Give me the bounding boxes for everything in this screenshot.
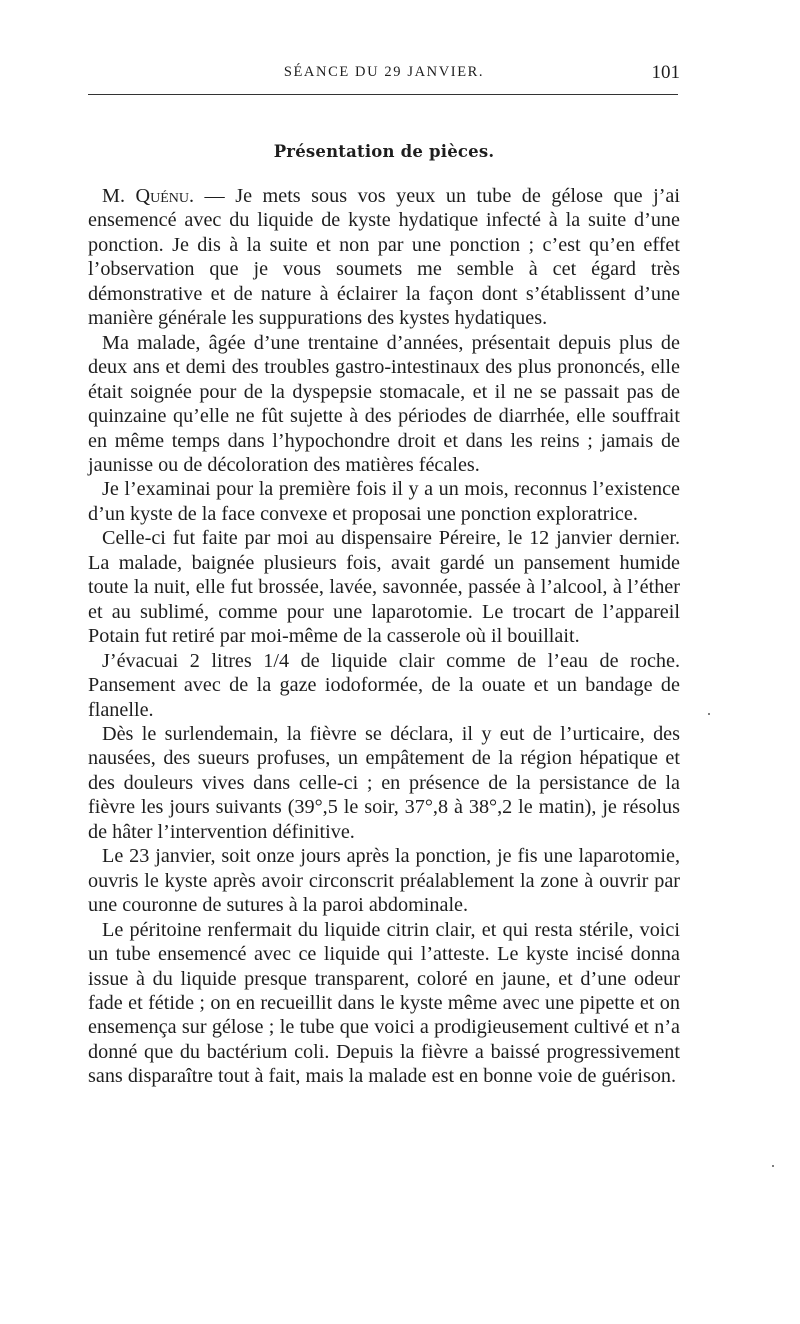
scan-speck	[772, 1165, 774, 1167]
running-title: SÉANCE DU 29 JANVIER.	[283, 64, 485, 80]
scan-speck	[708, 713, 710, 715]
paragraph-3: Je l’examinai pour la première fois il y a un mois, reconnus l’existence d’un kyste de la face convexe et proposai une ponction exploratrice.	[88, 478, 680, 525]
paragraph-4: Celle-ci fut faite par moi au dispensaire Péreire, le 12 janvier dernier. La malade, baignée plusieurs fois, avait gardé un pansement humide toute la nuit, elle fut brossée, lavée, savonnée, passée à l’alcool, à l’éther et au sublimé, comme pour une laparotomie. Le trocart de l’appareil Potain fut retiré par moi-même de la casserole où il bouillait.	[88, 527, 680, 648]
paragraph-7: Le 23 janvier, soit onze jours après la ponction, je fis une laparotomie, ouvris le kyste après avoir circonscrit préalablement la zone à ouvrir par une couronne de sutures à la paroi abdominale.	[88, 845, 680, 917]
paragraph-6: Dès le surlendemain, la fièvre se déclara, il y eut de l’urticaire, des nausées, des sueurs profuses, un empâtement de la région hépatique et des douleurs vives dans celle-ci ; en présence de la persistance de la fièvre les jours suivants (39°,5 le soir, 37°,8 à 38°,2 le matin), je résolus de hâter l’intervention définitive.	[88, 722, 680, 843]
body-text	[88, 184, 680, 1089]
header-rule	[88, 94, 678, 95]
section-heading: Présentation de pièces.	[273, 142, 495, 161]
paragraph-5: J’évacuai 2 litres 1/4 de liquide clair comme de l’eau de roche. Pansement avec de la gaze iodoformée, de la ouate et un bandage de flanelle.	[88, 649, 680, 721]
running-head	[88, 62, 680, 88]
paragraph-2: Ma malade, âgée d’une trentaine d’années, présentait depuis plus de deux ans et demi des troubles gastro-intestinaux des plus prononcés, elle était soignée pour de la dyspepsie stomacale, et il ne se passait pas de quinzaine qu’elle ne fût sujette à des périodes de diarrhée, elle souffrait en même temps dans l’hypochondre droit et dans les reins ; jamais de jaunisse ou de décoloration des matières fécales.	[88, 331, 680, 476]
page-number: 101	[651, 62, 680, 83]
speaker-name: M. Quénu.	[102, 185, 195, 207]
paragraph-1-text: — Je mets sous vos yeux un tube de gélose que j’ai ensemencé avec du liquide de kyste hydatique infecté à la suite d’une ponction. Je dis à la suite et non par une ponction ; c’est qu’en effet l’observation que je vous soumets me semble à cet égard très démonstrative et de nature à éclairer la façon dont s’établissent d’une manière générale les suppurations des kystes hydatiques.	[88, 185, 680, 330]
paragraph-1	[88, 184, 680, 331]
paragraph-8: Le péritoine renfermait du liquide citrin clair, et qui resta stérile, voici un tube ensemencé avec ce liquide qui l’atteste. Le kyste incisé donna issue à du liquide presque transparent, coloré en jaune, et d’une odeur fade et fétide ; on en recueillit dans le kyste même avec une pipette et on ensemença sur gélose ; le tube que voici a prodigieusement cultivé et n’a donné que du bactérium coli. Depuis la fièvre a baissé progressivement sans disparaître tout à fait, mais la malade est en bonne voie de guérison.	[88, 918, 680, 1088]
